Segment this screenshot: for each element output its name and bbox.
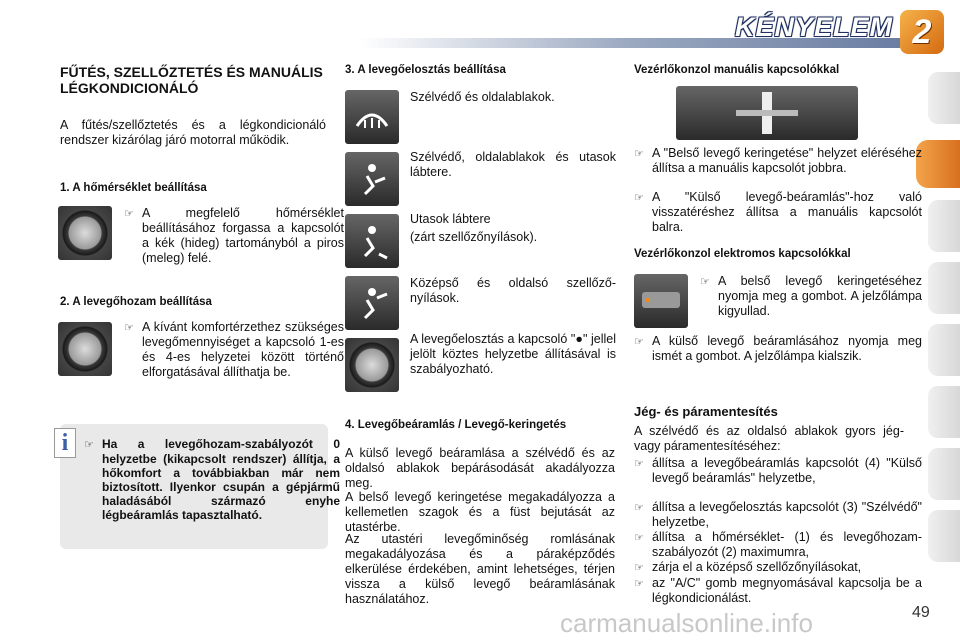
intro-text: A fűtés/szellőztetés és a légkondicionáló rendszer kizárólag járó motorral működik. xyxy=(60,118,326,147)
airflow-heading: 2. A levegőhozam beállítása xyxy=(60,296,212,308)
recirc-heading: 4. Levegőbeáramlás / Levegő-keringetés xyxy=(345,419,567,431)
dist-1-text: Szélvédő és oldalablakok. xyxy=(410,90,555,104)
electric-1-text: ☞ A belső levegő keringetéséhez nyomja meg a gombot. A jelzőlámpa kigyullad. xyxy=(700,274,922,319)
dist-5-text: A levegőelosztás a kapcsoló "●" jellel jelölt köztes helyzetbe állításával is szabályozható. xyxy=(410,332,616,376)
manual-2-text: ☞ A "Külső levegő-beáramlás"-hoz való visszatéréshez állítsa a manuális kapcsolót balra. xyxy=(634,190,922,235)
side-tab-6[interactable] xyxy=(928,386,960,438)
chapter-number: 2 xyxy=(900,10,944,54)
info-text: ☞ Ha a levegőhozam-szabályozót 0 helyzetbe (kikapcsolt rendszer) állítja, a hőkomfort a továbbiakban már nem biztosított. Ilyenkor csupán a gépjármű haladásából származó enyhe légbeáramlás tapasztalható. xyxy=(84,437,340,522)
side-tab-active[interactable] xyxy=(916,140,960,188)
defrost-step-1: ☞ állítsa a levegőbeáramlás kapcsolót (4) "Külső levegő beáramlás" helyzetbe, xyxy=(634,456,922,486)
recirc-p1: A külső levegő beáramlása a szélvédő és az oldalsó ablakok bepárásodását akadályozza meg. xyxy=(345,446,615,490)
electric-heading: Vezérlőkonzol elektromos kapcsolókkal xyxy=(634,248,851,260)
defrost-step-3: ☞ állítsa a hőmérséklet- (1) és levegőhozam-szabályozót (2) maximumra, xyxy=(634,530,922,560)
windscreen-feet-icon xyxy=(345,152,399,206)
temperature-knob-icon xyxy=(58,206,112,260)
info-icon: i xyxy=(54,428,76,458)
manual-recirc-switch-icon xyxy=(676,86,858,140)
temp-text: ☞ A megfelelő hőmérséklet beállításához forgassa a kapcsolót a kék (hideg) tartományból a piros (meleg) felé. xyxy=(124,206,344,266)
dist-4-text: Középső és oldalsó szellőzőnyílások. xyxy=(410,276,616,305)
distribution-heading: 3. A levegőelosztás beállítása xyxy=(345,64,506,76)
face-vent-icon xyxy=(345,276,399,330)
manual-1-text: ☞ A "Belső levegő keringetése" helyzet eléréséhez állítsa a manuális kapcsolót jobbra. xyxy=(634,146,922,176)
side-tab-4[interactable] xyxy=(928,262,960,314)
side-tab-7[interactable] xyxy=(928,448,960,500)
defrost-step-2: ☞ állítsa a levegőelosztás kapcsolót (3) "Szélvédő" helyzetbe, xyxy=(634,500,922,530)
recirc-button-icon xyxy=(634,274,688,328)
section-title: FŰTÉS, SZELLŐZTETÉS ÉS MANUÁLIS LÉGKONDICIONÁLÓ xyxy=(60,64,323,96)
side-tab-1[interactable] xyxy=(928,72,960,124)
dist-2-text: Szélvédő, oldalablakok és utasok lábtere. xyxy=(410,150,616,179)
temp-heading: 1. A hőmérséklet beállítása xyxy=(60,182,207,194)
defrost-step-4: ☞ zárja el a középső szellőzőnyílásokat, xyxy=(634,560,922,575)
distribution-knob-icon xyxy=(345,338,399,392)
airflow-knob-icon xyxy=(58,322,112,376)
defrost-intro: A szélvédő és az oldalsó ablakok gyors jég- vagy páramentesítéséhez: xyxy=(634,424,904,453)
windscreen-demist-icon xyxy=(345,90,399,144)
side-tab-8[interactable] xyxy=(928,510,960,562)
recirc-p3: Az utastéri levegőminőség romlásának megakadályozása és a páraképződés elkerülése érdekében, amint lehetséges, térjen vissza a külső levegő beáramlásának használatához. xyxy=(345,532,615,606)
page-title: KÉNYELEM xyxy=(735,12,894,42)
watermark: carmanualsonline.info xyxy=(560,608,813,638)
airflow-text: ☞ A kívánt komfortérzethez szükséges levegőmennyiséget a kapcsoló 1-es és 4-es helyzetei között történő elforgatásával állíthatja be. xyxy=(124,320,344,380)
defrost-heading: Jég- és páramentesítés xyxy=(634,404,778,419)
dist-3b-text: (zárt szellőzőnyílások). xyxy=(410,230,538,244)
side-tab-5[interactable] xyxy=(928,324,960,376)
electric-2-text: ☞ A külső levegő beáramlásához nyomja meg ismét a gombot. A jelzőlámpa kialszik. xyxy=(634,334,922,364)
recirc-p2: A belső levegő keringetése megakadályozza a kellemetlen szagok és a füst bejutását az utastérbe. xyxy=(345,490,615,534)
defrost-step-5: ☞ az "A/C" gomb megnyomásával kapcsolja be a légkondicionálást. xyxy=(634,576,922,606)
side-tab-3[interactable] xyxy=(928,200,960,252)
page-number: 49 xyxy=(912,604,930,621)
dist-3a-text: Utasok lábtere xyxy=(410,212,491,226)
manual-heading: Vezérlőkonzol manuális kapcsolókkal xyxy=(634,64,840,76)
feet-vent-icon xyxy=(345,214,399,268)
